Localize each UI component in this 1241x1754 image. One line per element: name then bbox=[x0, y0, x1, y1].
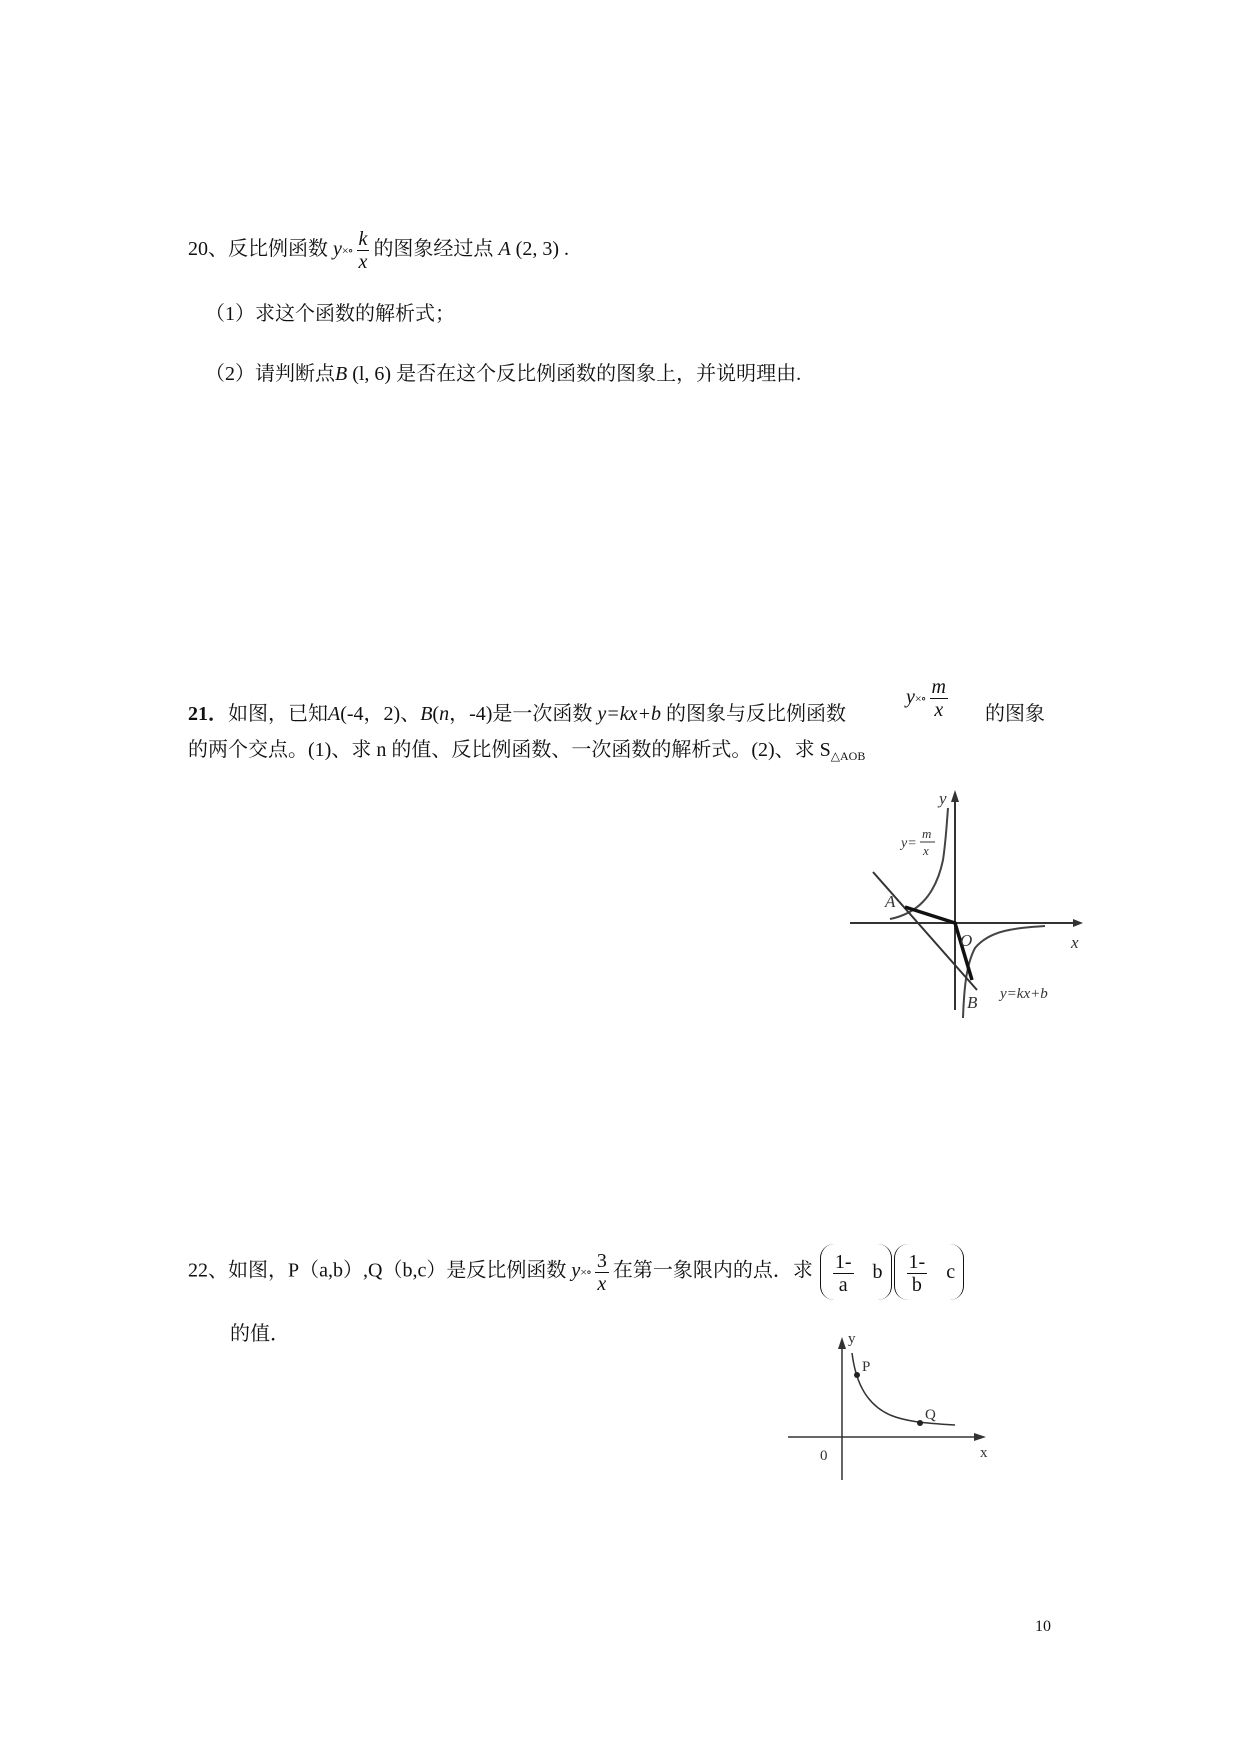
q21-text-c: 的图象 bbox=[985, 703, 1045, 725]
q21-fraction-block bbox=[906, 676, 952, 721]
q22-f2-den: b bbox=[911, 1273, 922, 1296]
q21-B: B bbox=[420, 703, 433, 725]
q20-part2 bbox=[205, 360, 801, 388]
q20-point-label: A bbox=[498, 238, 511, 261]
q22-f2-num: 1- bbox=[908, 1250, 926, 1273]
q21-A: A bbox=[328, 703, 341, 725]
q22-point-P bbox=[854, 1372, 860, 1378]
q21-y: y bbox=[906, 686, 915, 709]
q22-f1-num: 1- bbox=[834, 1250, 852, 1273]
q20-part2-a: （2）请判断点 bbox=[205, 363, 335, 385]
q21-A-coords: (-4，2)、 bbox=[340, 703, 421, 725]
q21-fig-x-label: x bbox=[1071, 933, 1079, 952]
q21-y-axis-arrow bbox=[951, 790, 959, 802]
q22-f1-den: a bbox=[838, 1273, 848, 1296]
q21-fig-origin: O bbox=[960, 931, 973, 950]
q22-text-b: 在第一象限内的点．求 bbox=[612, 1259, 813, 1282]
q20-line1 bbox=[188, 228, 569, 273]
q22-x-axis-arrow bbox=[974, 1433, 986, 1441]
q21-fig-B: B bbox=[967, 993, 978, 1012]
q22-point-Q bbox=[917, 1420, 923, 1426]
q22-fraction bbox=[595, 1250, 609, 1295]
q22-y-axis-arrow bbox=[838, 1337, 846, 1349]
q22-number: 22、 bbox=[188, 1259, 228, 1282]
q22-fraction-den: x bbox=[597, 1272, 607, 1295]
q21-line1 bbox=[188, 700, 846, 728]
q21-n: n bbox=[439, 703, 450, 725]
q21-text-b: 的图象与反比例函数 bbox=[666, 703, 847, 725]
q22-eq-glyph: ×∘ bbox=[580, 1265, 591, 1279]
q21-fraction-den: x bbox=[934, 699, 944, 721]
q20-part1: （1）求这个函数的解析式； bbox=[205, 303, 455, 325]
q20-fraction-num: k bbox=[358, 228, 368, 250]
q22-paren-1 bbox=[820, 1244, 892, 1300]
q21-line2 bbox=[188, 736, 865, 770]
q21-fig-curve-label-y: y= bbox=[901, 836, 917, 851]
q22-paren-2 bbox=[894, 1244, 965, 1300]
q22-f2-tail: c bbox=[946, 1261, 956, 1283]
q22-fig-Q-label: Q bbox=[925, 1407, 936, 1423]
q20-eq-glyph: ×∘ bbox=[341, 243, 353, 258]
q22-fig-y-label: y bbox=[848, 1331, 856, 1347]
q21-fig-line-label: y=kx+b bbox=[1000, 986, 1048, 1002]
page-number: 10 bbox=[1035, 1618, 1051, 1635]
q21-linear: y=kx+b bbox=[597, 703, 662, 725]
q22-figure bbox=[780, 1325, 1005, 1485]
q22-y: y bbox=[571, 1259, 581, 1282]
q21-fig-curve-label-num: m bbox=[922, 826, 932, 841]
q21-fraction-num: m bbox=[931, 676, 946, 698]
q21-line2-text: 的两个交点。(1)、求 n 的值、反比例函数、一次函数的解析式。(2)、求 S bbox=[188, 739, 831, 761]
q20-y: y bbox=[333, 238, 342, 261]
q20-part2-coords: (l, 6) bbox=[352, 363, 392, 385]
q21-figure bbox=[845, 780, 1090, 1030]
q20-number: 20、 bbox=[188, 238, 228, 261]
q22-text-a: 如图，P（a,b）,Q（b,c）是反比例函数 bbox=[228, 1259, 567, 1282]
q21-x-axis-arrow bbox=[1073, 919, 1083, 927]
q20-fraction bbox=[357, 228, 370, 273]
q21-B-rest: ，-4)是一次函数 bbox=[449, 703, 593, 725]
q20-part2-point: B bbox=[335, 363, 348, 385]
q22-f1-tail: b bbox=[872, 1261, 883, 1283]
q21-fig-y-label: y bbox=[939, 789, 947, 808]
q22-fig-P-label: P bbox=[862, 1359, 871, 1375]
q20-fraction-den: x bbox=[358, 251, 368, 273]
q22-line1 bbox=[188, 1244, 964, 1300]
q21-fraction bbox=[930, 676, 948, 721]
q22-f1 bbox=[833, 1251, 854, 1296]
q20-part2-b: 是否在这个反比例函数的图象上，并说明理由. bbox=[396, 363, 802, 385]
q21-fig-A: A bbox=[885, 892, 896, 911]
q21-B-open: ( bbox=[432, 703, 440, 725]
q21-line2-sub: △AOB bbox=[830, 749, 866, 763]
q21-number: 21． bbox=[188, 703, 228, 725]
q21-eq-glyph: ×∘ bbox=[914, 691, 926, 706]
q20-end: . bbox=[563, 238, 569, 261]
q21-text-a: 如图，已知 bbox=[228, 703, 328, 725]
q20-text-b: 的图象经过点 bbox=[373, 238, 494, 261]
q22-f2 bbox=[907, 1251, 928, 1296]
q22-line2: 的值． bbox=[230, 1323, 290, 1345]
q20-point-coords: (2, 3) bbox=[515, 238, 559, 261]
q21-fig-curve-label-den: x bbox=[923, 843, 929, 858]
q22-fig-origin: 0 bbox=[820, 1448, 828, 1464]
q22-fig-x-label: x bbox=[980, 1445, 988, 1461]
q20-text-a: 反比例函数 bbox=[228, 238, 328, 261]
q22-fraction-num: 3 bbox=[596, 1249, 607, 1272]
